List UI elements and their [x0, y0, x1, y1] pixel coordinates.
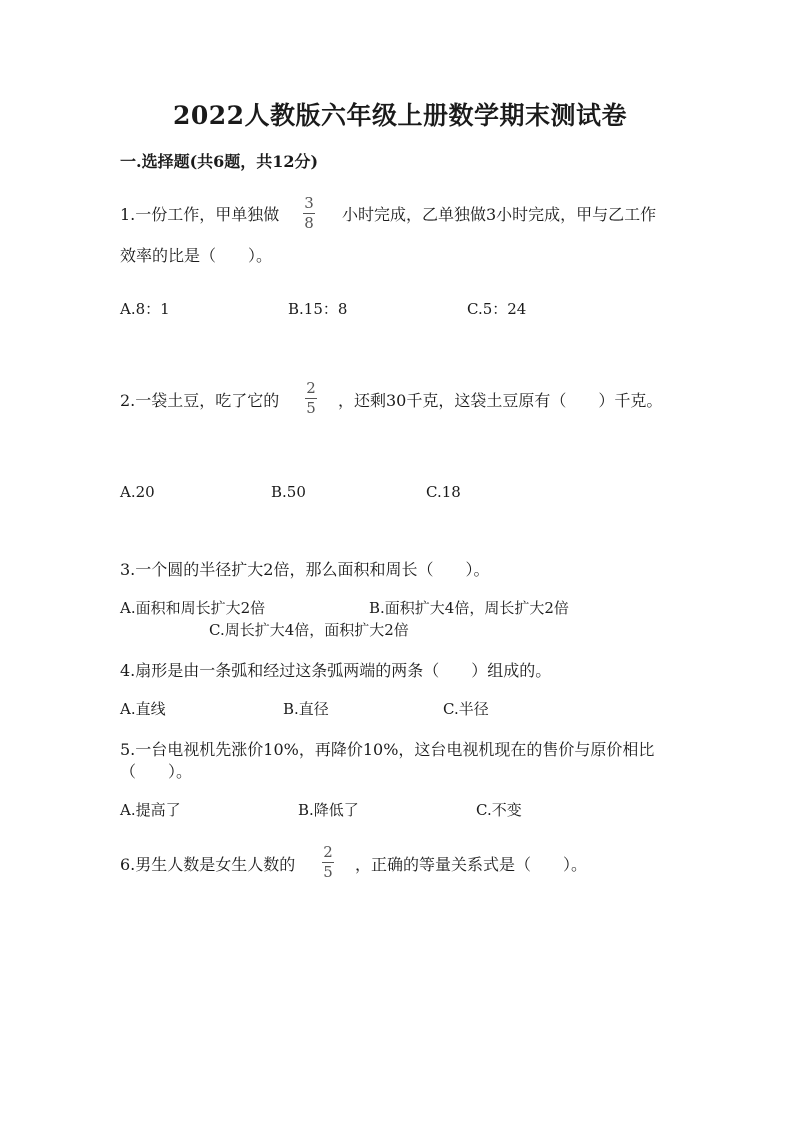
- option-b[interactable]: B.50: [271, 483, 306, 501]
- option-a[interactable]: A.直线: [120, 700, 166, 718]
- option-a[interactable]: A.提高了: [120, 801, 181, 819]
- option-a[interactable]: A.面积和周长扩大2倍: [120, 599, 266, 617]
- question-4-text: 4.扇形是由一条弧和经过这条弧两端的两条（ ）组成的。: [120, 661, 552, 680]
- option-b[interactable]: B.面积扩大4倍，周长扩大2倍: [369, 599, 569, 617]
- page-title: 2022人教版六年级上册数学期末测试卷: [172, 101, 628, 130]
- question-6-fraction: [322, 845, 334, 880]
- option-c[interactable]: C.18: [426, 483, 461, 501]
- option-a[interactable]: A.20: [120, 483, 155, 501]
- fraction-denominator: 5: [323, 863, 333, 881]
- fraction-numerator: 3: [304, 194, 314, 212]
- fraction-numerator: 2: [323, 843, 333, 861]
- question-1-text-b: 小时完成，乙单独做3小时完成，甲与乙工作: [342, 205, 657, 224]
- fraction-numerator: 2: [306, 379, 316, 397]
- question-3-text: 3.一个圆的半径扩大2倍，那么面积和周长（ ）。: [120, 560, 490, 579]
- option-b[interactable]: B.降低了: [298, 801, 359, 819]
- question-1-text-a: 1.一份工作，甲单独做: [120, 205, 280, 224]
- question-2-text-a: 2.一袋土豆，吃了它的: [120, 391, 280, 410]
- fraction-denominator: 8: [304, 214, 314, 232]
- question-1-text-line2: 效率的比是（ ）。: [120, 246, 273, 265]
- question-2-text-b: ，还剩30千克，这袋土豆原有（ ）千克。: [338, 391, 663, 410]
- option-a[interactable]: A.8：1: [120, 300, 170, 318]
- option-c[interactable]: C.周长扩大4倍，面积扩大2倍: [209, 621, 409, 639]
- option-c[interactable]: C.半径: [443, 700, 489, 718]
- option-b[interactable]: B.直径: [283, 700, 329, 718]
- question-1-fraction: [303, 196, 315, 231]
- fraction-denominator: 5: [306, 399, 316, 417]
- option-b[interactable]: B.15：8: [288, 300, 348, 318]
- question-6-text-b: ，正确的等量关系式是（ ）。: [355, 855, 588, 874]
- section-heading: 一.选择题(共6题，共12分): [120, 152, 319, 171]
- question-2-fraction: [305, 381, 317, 416]
- option-c[interactable]: C.不变: [476, 801, 522, 819]
- question-6-text-a: 6.男生人数是女生人数的: [120, 855, 296, 874]
- option-c[interactable]: C.5：24: [467, 300, 527, 318]
- question-5-text-line2: （ ）。: [120, 762, 193, 781]
- question-5-text: 5.一台电视机先涨价10%，再降价10%，这台电视机现在的售价与原价相比: [120, 740, 655, 759]
